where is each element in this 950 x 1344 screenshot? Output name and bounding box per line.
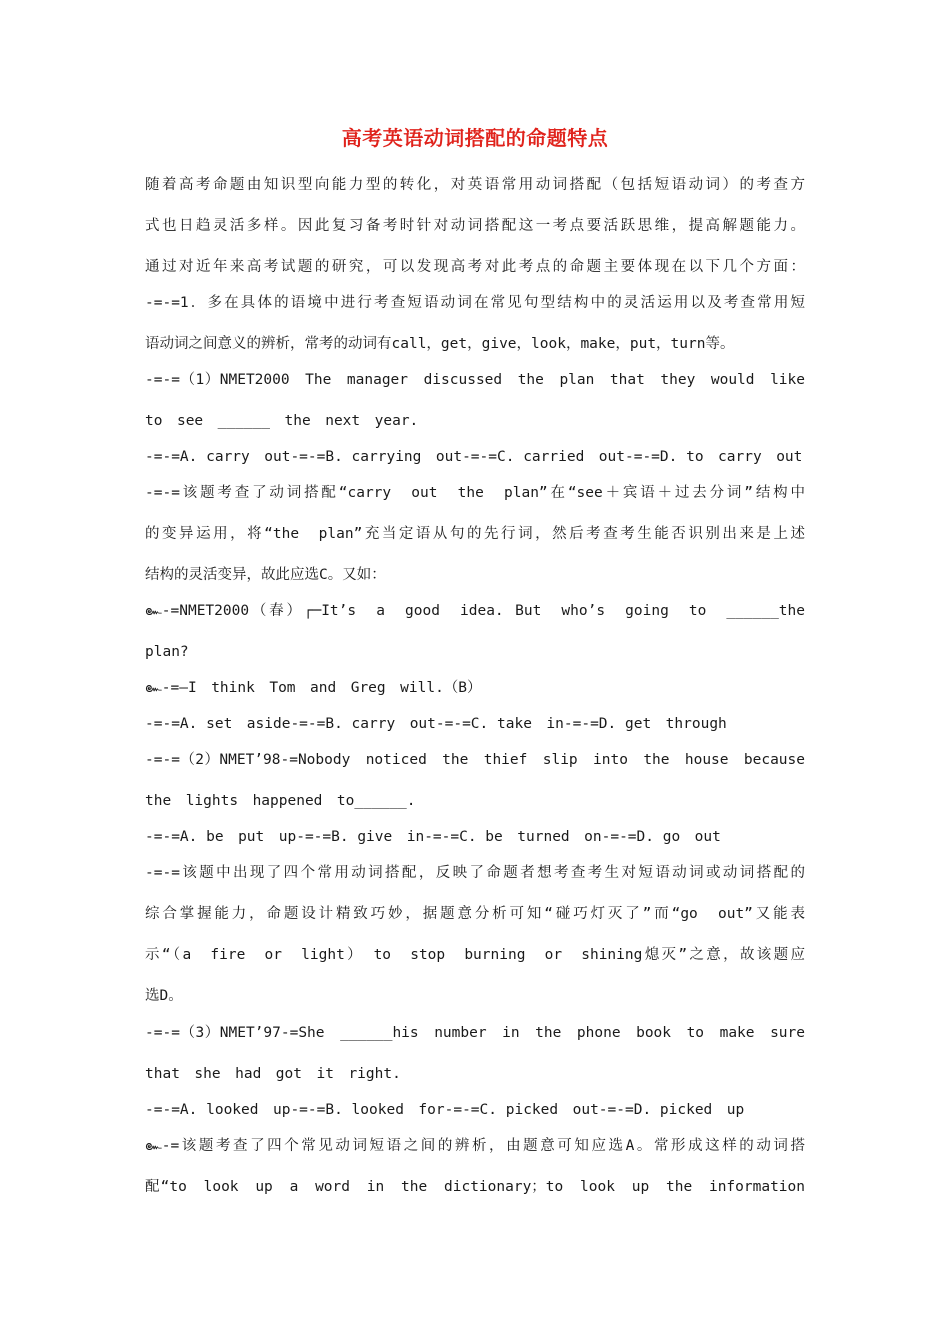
question-line: that she had got it right. [145,1066,401,1082]
question-line: the lights happened to______. [145,793,416,809]
paragraph-line: 的变异运用，将“the plan”充当定语从句的先行词，然后考查考生能否识别出来是上述 [145,526,805,542]
document-title: 高考英语动词搭配的命题特点 [341,126,609,150]
question-line: plan? [145,644,189,660]
question-line: -=-=（2）NMET’98-=Nobody noticed the thief slip into the house because [145,752,805,768]
options-line: -=-=A. looked up-=-=B. looked for-=-=C. picked out-=-=D. picked up [145,1102,745,1118]
paragraph-line: 通过对近年来高考试题的研究，可以发现高考对此考点的命题主要体现在以下几个方面： [145,259,805,275]
paragraph-line: 示“（a fire or light） to stop burning or shining熄灭”之意，故该题应 [145,947,805,963]
options-line: -=-=A. be put up-=-=B. give in-=-=C. be turned on-=-=D. go out [145,829,721,845]
options-line: -=-=A. carry out-=-=B. carrying out-=-=C. carried out-=-=D. to carry out [145,449,803,465]
paragraph-line: 配“to look up a word in the dictionary；to look up the information [145,1179,805,1195]
paragraph-line: 选D。 [145,988,183,1004]
paragraph-line: 结构的灵活变异，故此应选C。又如： [145,567,386,583]
paragraph-line: -=-=该题考查了动词搭配“carry out the plan”在“see＋宾语＋过去分词”结构中 [145,485,805,501]
paragraph-line: 综合掌握能力，命题设计精致巧妙，据题意分析可知“碰巧灯灭了”而“go out”又能表 [145,906,805,922]
options-line: -=-=A. set aside-=-=B. carry out-=-=C. take in-=-=D. get through [145,716,727,732]
paragraph-line: ๛-=该题考查了四个常见动词短语之间的辨析，由题意可知应选A。常形成这样的动词搭 [145,1138,805,1154]
paragraph-line: -=-=该题中出现了四个常用动词搭配，反映了命题者想考查考生对短语动词或动词搭配的 [145,865,805,881]
question-line: -=-=（1）NMET2000 The manager discussed the plan that they would like [145,372,805,388]
question-line: -=-=（3）NMET’97-=She ______his number in the phone book to make sure [145,1025,805,1041]
question-line: to see ______ the next year. [145,413,419,429]
question-line: ๛-=—I think Tom and Greg will.（B） [145,680,482,696]
paragraph-line: 语动词之间意义的辨析，常考的动词有call，get，give，look，make，put，turn等。 [145,336,735,352]
paragraph-line: -=-=1．多在具体的语境中进行考查短语动词在常见句型结构中的灵活运用以及考查常用短 [145,295,805,311]
paragraph-line: 随着高考命题由知识型向能力型的转化，对英语常用动词搭配（包括短语动词）的考查方 [145,177,805,193]
question-line: ๛-=NMET2000（春）┌─It’s a good idea. But who’s going to ______the [145,603,805,619]
paragraph-line: 式也日趋灵活多样。因此复习备考时针对动词搭配这一考点要活跃思维，提高解题能力。 [145,218,805,234]
